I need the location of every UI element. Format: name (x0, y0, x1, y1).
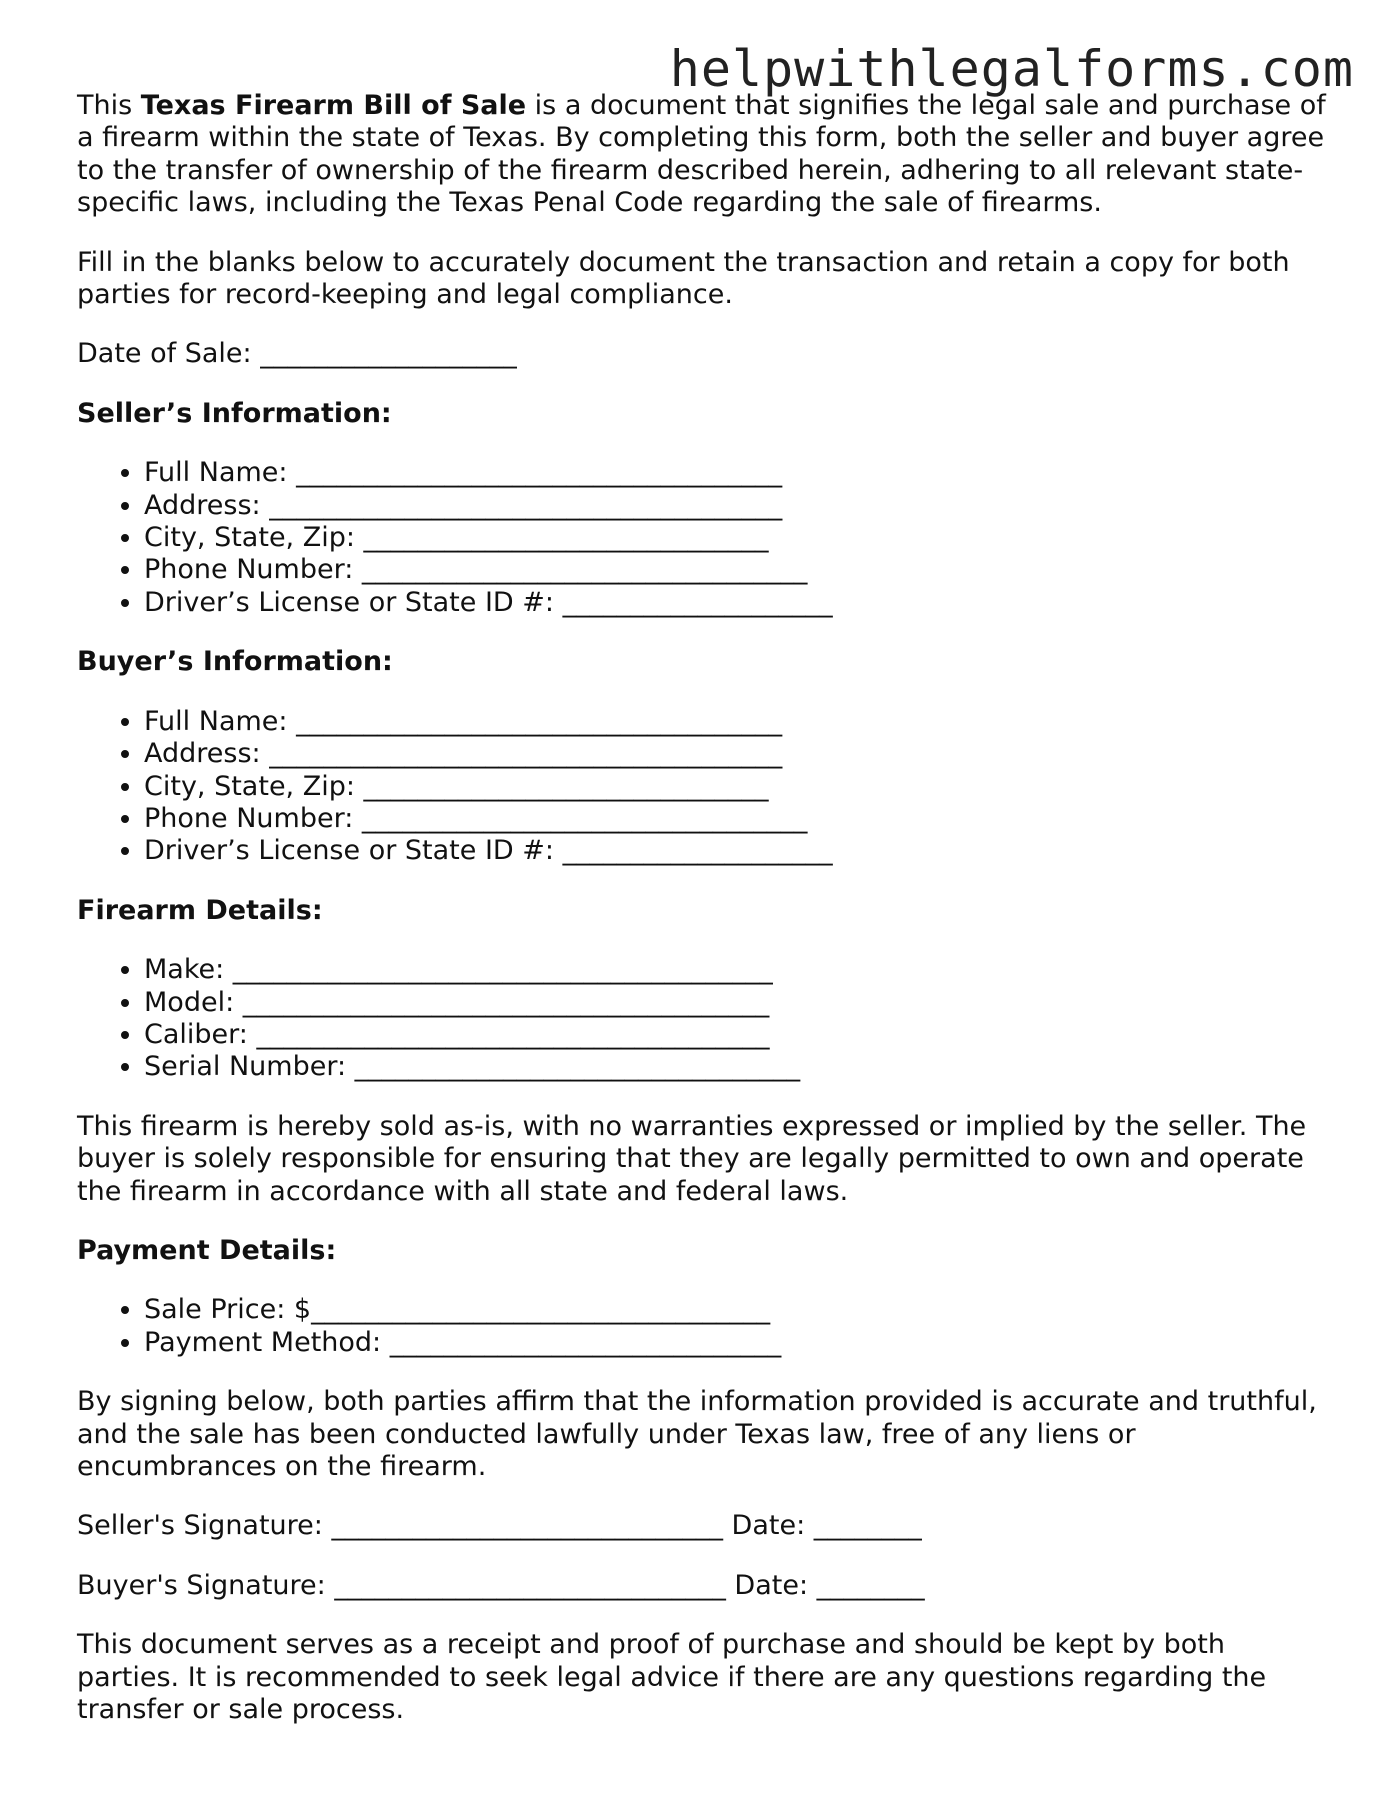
affirmation-paragraph: By signing below, both parties affirm that the information provided is accurate and truthful, and the sale has been conducted lawfully under Texas law, free of any liens or encumbrances on the firearm. (77, 1386, 1317, 1482)
as-is-paragraph: This firearm is hereby sold as-is, with no warranties expressed or implied by the seller. The buyer is solely responsible for ensuring that they are legally permitted to own and operate the firearm in accordance with all state and federal laws. (77, 1110, 1307, 1207)
firearm-serial-field[interactable]: • Serial Number: _________________________________ (144, 1051, 1327, 1083)
firearm-details-list (77, 954, 1327, 1084)
buyer-address-field[interactable]: • Address: ______________________________________ (144, 738, 1327, 770)
firearm-heading: Firearm Details: (77, 894, 323, 926)
sale-price-field[interactable]: • Sale Price: $__________________________________ (144, 1294, 1327, 1326)
intro-post: is a document that signifies the legal sale and purchase of a firearm within the state of Texas. By completing this form, both the seller and buyer agree to the transfer of ownership of the firearm described herein, adhering to all relevant state-specific laws, including the Texas Penal Code regarding the sale of firearms. (77, 90, 1326, 219)
seller-phone-field[interactable]: • Phone Number: _________________________________ (144, 554, 1327, 586)
buyer-info-list (77, 706, 1327, 868)
seller-signature-line[interactable]: Seller's Signature: _____________________________ Date: ________ (77, 1510, 922, 1542)
buyer-heading: Buyer’s Information: (77, 646, 393, 678)
seller-full-name-field[interactable]: • Full Name: ____________________________________ (144, 457, 1327, 489)
seller-license-field[interactable]: • Driver’s License or State ID #: ____________________ (144, 587, 1327, 619)
seller-city-state-zip-field[interactable]: • City, State, Zip: ______________________________ (144, 522, 1327, 554)
site-watermark: helpwithlegalforms.com (669, 40, 1354, 98)
date-of-sale-field[interactable]: Date of Sale: ___________________ (77, 338, 517, 370)
seller-address-field[interactable]: • Address: ______________________________________ (144, 490, 1327, 522)
buyer-full-name-field[interactable]: • Full Name: ____________________________________ (144, 706, 1327, 738)
firearm-make-field[interactable]: • Make: ________________________________________ (144, 954, 1327, 986)
payment-heading: Payment Details: (77, 1234, 337, 1266)
intro-pre: This (77, 90, 141, 121)
document-body (77, 90, 1327, 1753)
firearm-caliber-field[interactable]: • Caliber: ______________________________________ (144, 1019, 1327, 1051)
buyer-signature-line[interactable]: Buyer's Signature: _____________________________ Date: ________ (77, 1569, 925, 1601)
seller-info-list (77, 457, 1327, 619)
payment-method-field[interactable]: • Payment Method: _____________________________ (144, 1327, 1327, 1359)
buyer-phone-field[interactable]: • Phone Number: _________________________________ (144, 803, 1327, 835)
payment-details-list (77, 1294, 1327, 1359)
instructions-paragraph: Fill in the blanks below to accurately document the transaction and retain a copy for both parties for record-keeping and legal compliance. (77, 246, 1290, 311)
buyer-city-state-zip-field[interactable]: • City, State, Zip: ______________________________ (144, 771, 1327, 803)
seller-heading: Seller’s Information: (77, 397, 392, 429)
firearm-model-field[interactable]: • Model: _______________________________________ (144, 987, 1327, 1019)
buyer-license-field[interactable]: • Driver’s License or State ID #: ____________________ (144, 835, 1327, 867)
intro-paragraph (77, 90, 1327, 220)
closing-paragraph: This document serves as a receipt and proof of purchase and should be kept by both parties. It is recommended to seek legal advice if there are any questions regarding the transfer or sale process. (77, 1629, 1267, 1726)
document-title: Texas Firearm Bill of Sale (140, 90, 527, 121)
